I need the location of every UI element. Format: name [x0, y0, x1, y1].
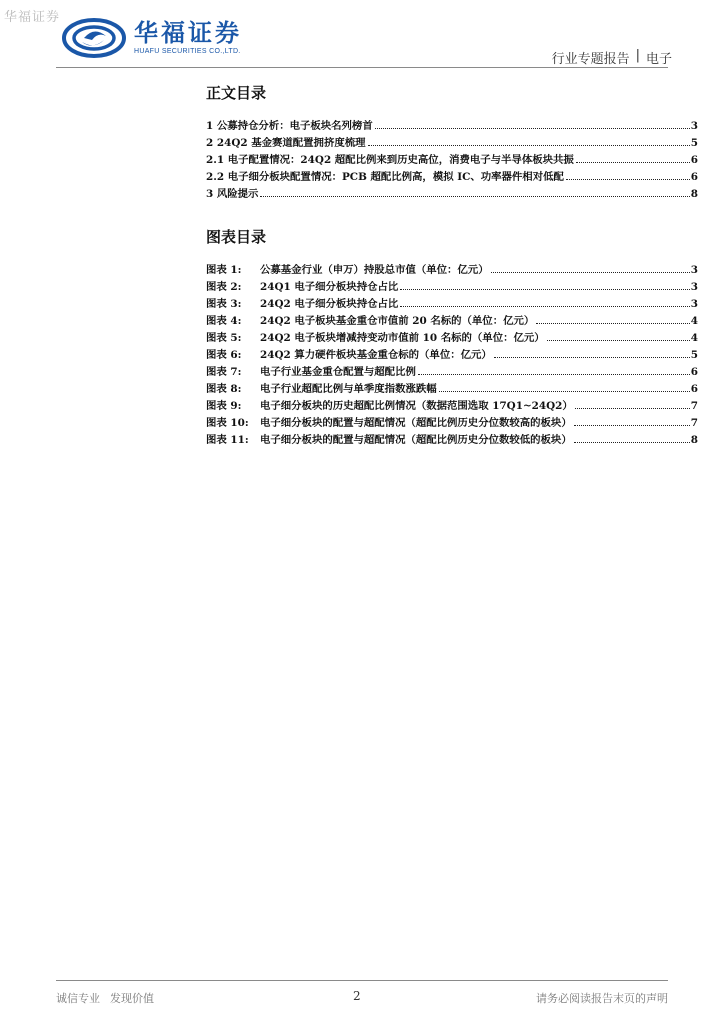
header-separator: | [635, 48, 640, 63]
toc-entry[interactable] [206, 151, 698, 168]
toc-entry-page: 5 [690, 137, 698, 149]
figure-entry-title: 电子细分板块的配置与超配情况（超配比例历史分位数较低的板块） [260, 434, 572, 446]
dot-leader [494, 357, 690, 358]
figure-entry-title: 公募基金行业（申万）持股总市值（单位：亿元） [260, 264, 489, 276]
figure-entry[interactable] [206, 261, 698, 278]
dot-leader [536, 323, 690, 324]
figure-entry[interactable] [206, 397, 698, 414]
footer-slogan [56, 990, 154, 1006]
footer-disclaimer: 请务必阅读报告末页的声明 [536, 992, 668, 1005]
figure-entry-page: 5 [690, 349, 698, 361]
figure-entry[interactable] [206, 363, 698, 380]
dot-leader [566, 179, 690, 180]
report-sector: 电子 [645, 52, 672, 67]
dot-leader [400, 289, 690, 290]
toc-entry-title: 风险提示 [216, 188, 259, 200]
figure-entry-title: 电子行业基金重仓配置与超配比例 [260, 366, 416, 378]
figure-entry-label: 图表 2: [206, 281, 242, 293]
toc-entry-number: 2 [206, 137, 214, 149]
toc-entry-number: 3 [206, 188, 214, 200]
figure-entry-title: 24Q2 电子细分板块持仓占比 [260, 298, 399, 310]
figure-entry-label: 图表 4: [206, 315, 242, 327]
figure-entry-label: 图表 10: [206, 417, 249, 429]
toc-entry-title: 电子细分板块配置情况：PCB 超配比例高，模拟 IC、功率器件相对低配 [227, 171, 564, 183]
figure-entry[interactable] [206, 346, 698, 363]
figure-entry-label: 图表 7: [206, 366, 242, 378]
figure-entry-page: 4 [690, 332, 698, 344]
watermark-text: 华福证券 [4, 10, 61, 25]
figure-entry[interactable] [206, 278, 698, 295]
figure-entry-page: 3 [690, 298, 698, 310]
figure-entry[interactable] [206, 295, 698, 312]
figure-entry-title: 24Q2 电子板块基金重仓市值前 20 名标的（单位：亿元） [260, 315, 535, 327]
toc-entry-page: 3 [690, 120, 698, 132]
figure-entry-page: 4 [690, 315, 698, 327]
figure-entry-page: 6 [690, 383, 698, 395]
toc-entry-title: 24Q2 基金赛道配置拥挤度梳理 [216, 137, 366, 149]
report-type: 行业专题报告 [551, 52, 630, 67]
dot-leader [575, 408, 690, 409]
company-logo [62, 18, 242, 58]
toc-entry-title: 公募持仓分析：电子板块名列榜首 [216, 120, 373, 132]
dot-leader [574, 425, 690, 426]
dot-leader [547, 340, 690, 341]
figure-entry[interactable] [206, 414, 698, 431]
footer-slogan-first: 诚信专业 [56, 992, 100, 1005]
toc-entry-number: 1 [206, 120, 214, 132]
toc-entry-page: 6 [690, 171, 698, 183]
figure-entry-title: 24Q1 电子细分板块持仓占比 [260, 281, 399, 293]
huafu-logo-icon [62, 18, 126, 58]
figure-entry[interactable] [206, 431, 698, 448]
figure-entry[interactable] [206, 380, 698, 397]
figure-entry[interactable] [206, 312, 698, 329]
contents-heading: 正文目录 [206, 84, 267, 102]
toc-entry[interactable] [206, 168, 698, 185]
figure-entry-label: 图表 8: [206, 383, 242, 395]
figures-heading: 图表目录 [206, 228, 267, 246]
figure-entry-title: 电子细分板块的历史超配比例情况（数据范围选取 17Q1~24Q2） [260, 400, 573, 412]
page-number: 2 [353, 989, 361, 1003]
toc-entry[interactable] [206, 134, 698, 151]
figure-entry-title: 24Q2 电子板块增减持变动市值前 10 名标的（单位：亿元） [260, 332, 545, 344]
toc-entry-page: 6 [690, 154, 698, 166]
toc-entry-number: 2.2 [206, 171, 225, 183]
toc-entry-title: 电子配置情况：24Q2 超配比例来到历史高位，消费电子与半导体板块共振 [227, 154, 574, 166]
contents-list [206, 117, 698, 202]
dot-leader [418, 374, 690, 375]
figure-entry-title: 电子行业超配比例与单季度指数涨跌幅 [260, 383, 437, 395]
logo-chinese-name: 华福证券 [134, 19, 242, 47]
dot-leader [368, 145, 690, 146]
toc-entry[interactable] [206, 185, 698, 202]
dot-leader [375, 128, 690, 129]
dot-leader [574, 442, 690, 443]
figure-entry-label: 图表 11: [206, 434, 249, 446]
footer-divider [56, 980, 668, 981]
dot-leader [576, 162, 690, 163]
figure-entry-label: 图表 9: [206, 400, 242, 412]
dot-leader [439, 391, 690, 392]
figures-list [206, 261, 698, 448]
logo-english-name: HUAFU SECURITIES CO.,LTD. [134, 48, 241, 55]
figure-entry-title: 24Q2 算力硬件板块基金重仓标的（单位：亿元） [260, 349, 492, 361]
report-header-category [552, 48, 672, 67]
figure-entry-page: 3 [690, 281, 698, 293]
header-divider [56, 67, 668, 68]
toc-entry[interactable] [206, 117, 698, 134]
figure-entry-label: 图表 6: [206, 349, 242, 361]
toc-entry-page: 8 [690, 188, 698, 200]
figure-entry-page: 7 [690, 400, 698, 412]
figure-entry-page: 8 [690, 434, 698, 446]
figure-entry-page: 3 [690, 264, 698, 276]
footer-slogan-second: 发现价值 [110, 992, 154, 1005]
figure-entry-title: 电子细分板块的配置与超配情况（超配比例历史分位数较高的板块） [260, 417, 572, 429]
toc-entry-number: 2.1 [206, 154, 225, 166]
dot-leader [260, 196, 689, 197]
figure-entry-page: 6 [690, 366, 698, 378]
figure-entry-label: 图表 1: [206, 264, 242, 276]
dot-leader [400, 306, 690, 307]
figure-entry-label: 图表 5: [206, 332, 242, 344]
dot-leader [491, 272, 690, 273]
figure-entry-page: 7 [690, 417, 698, 429]
figure-entry-label: 图表 3: [206, 298, 242, 310]
figure-entry[interactable] [206, 329, 698, 346]
